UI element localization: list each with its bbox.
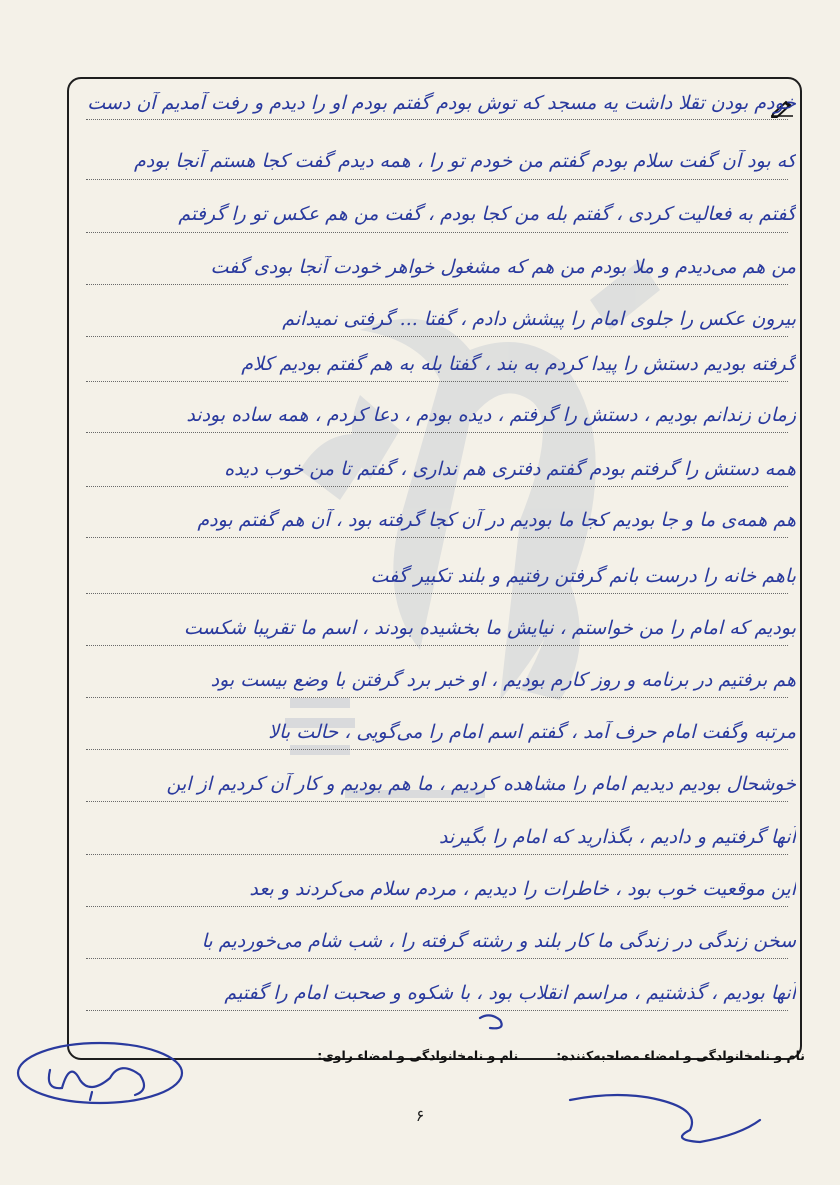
- narrator-signature-mark: [49, 1068, 144, 1095]
- handwritten-line: خوشحال بودیم دیدیم امام را مشاهده کردیم ، ما هم بودیم و کار آن کردیم از این: [166, 773, 796, 795]
- handwritten-line: آنها گرفتیم و دادیم ، بگذارید که امام را بگیرند: [438, 826, 796, 848]
- handwritten-line: آنها بودیم ، گذشتیم ، مراسم انقلاب بود ، با شکوه و صحبت امام را گفتیم: [224, 982, 796, 1004]
- handwritten-line: گرفته بودیم دستش را پیدا کردم به بند ، گفتا بله به هم گفتم بودیم کلام: [241, 353, 796, 375]
- handwritten-line: زمان زندانم بودیم ، دستش را گرفتم ، دیده بودم ، دعا کردم ، همه ساده بودند: [186, 404, 796, 426]
- handwritten-line: بودیم که امام را من خواستم ، نیایش ما بخشیده بودند ، اسم ما تقریبا شکست: [183, 617, 796, 639]
- handwritten-line: هم همه‌ی ما و جا بودیم کجا ما بودیم در آن کجا گرفته بود ، آن هم گفتم بودم: [197, 509, 796, 531]
- interviewer-signature-label: نام و نامخانوادگی و امضاء مصاحبه‌کننده:: [556, 1047, 805, 1063]
- handwritten-line: مرتبه وگفت امام حرف آمد ، گفتم اسم امام را می‌گویی ، حالت بالا: [268, 721, 796, 743]
- interviewer-signature-mark: [570, 1095, 760, 1142]
- handwritten-line: گفتم به فعالیت کردی ، گفتم بله من کجا بودم ، گفت من هم عکس تو را گرفتم: [178, 203, 796, 225]
- handwritten-line: خودم بودن تقلا داشت یه مسجد که توش بودم گفتم بودم او را دیدم و رفت آمدیم آن دست: [87, 92, 796, 114]
- handwritten-line: همه دستش را گرفتم بودم گفتم دفتری هم نداری ، گفتم تا من خوب دیده: [224, 458, 796, 480]
- page-number: ۶: [415, 1106, 425, 1125]
- handwritten-line: بیرون عکس را جلوی امام را پیشش دادم ، گفتا ... گرفتی نمیدانم: [282, 308, 796, 330]
- handwritten-line: که بود آن گفت سلام بودم گفتم من خودم تو را ، همه دیدم گفت کجا هستم آنجا بودم: [134, 150, 796, 172]
- handwritten-line: سخن زندگی در زندگی ما کار بلند و رشته گرفته را ، شب شام می‌خوردیم با: [201, 930, 796, 952]
- handwritten-line: این موقعیت خوب بود ، خاطرات را دیدیم ، مردم سلام می‌کردند و بعد: [249, 878, 796, 900]
- handwritten-line: هم برفتیم در برنامه و روز کارم بودیم ، او خبر برد گرفتن با وضع بیست بود: [210, 669, 796, 691]
- narrator-signature-label: نام و نامخانوادگی و امضاء راوی:: [317, 1047, 519, 1063]
- signature-block: [80, 1040, 805, 1070]
- handwritten-line: من هم می‌دیدم و ملا بودم من هم که مشغول خواهر خودت آنجا بودی گفت: [210, 256, 796, 278]
- handwritten-line: باهم خانه را درست بانم گرفتن رفتیم و بلند تکبیر گفت: [370, 565, 796, 587]
